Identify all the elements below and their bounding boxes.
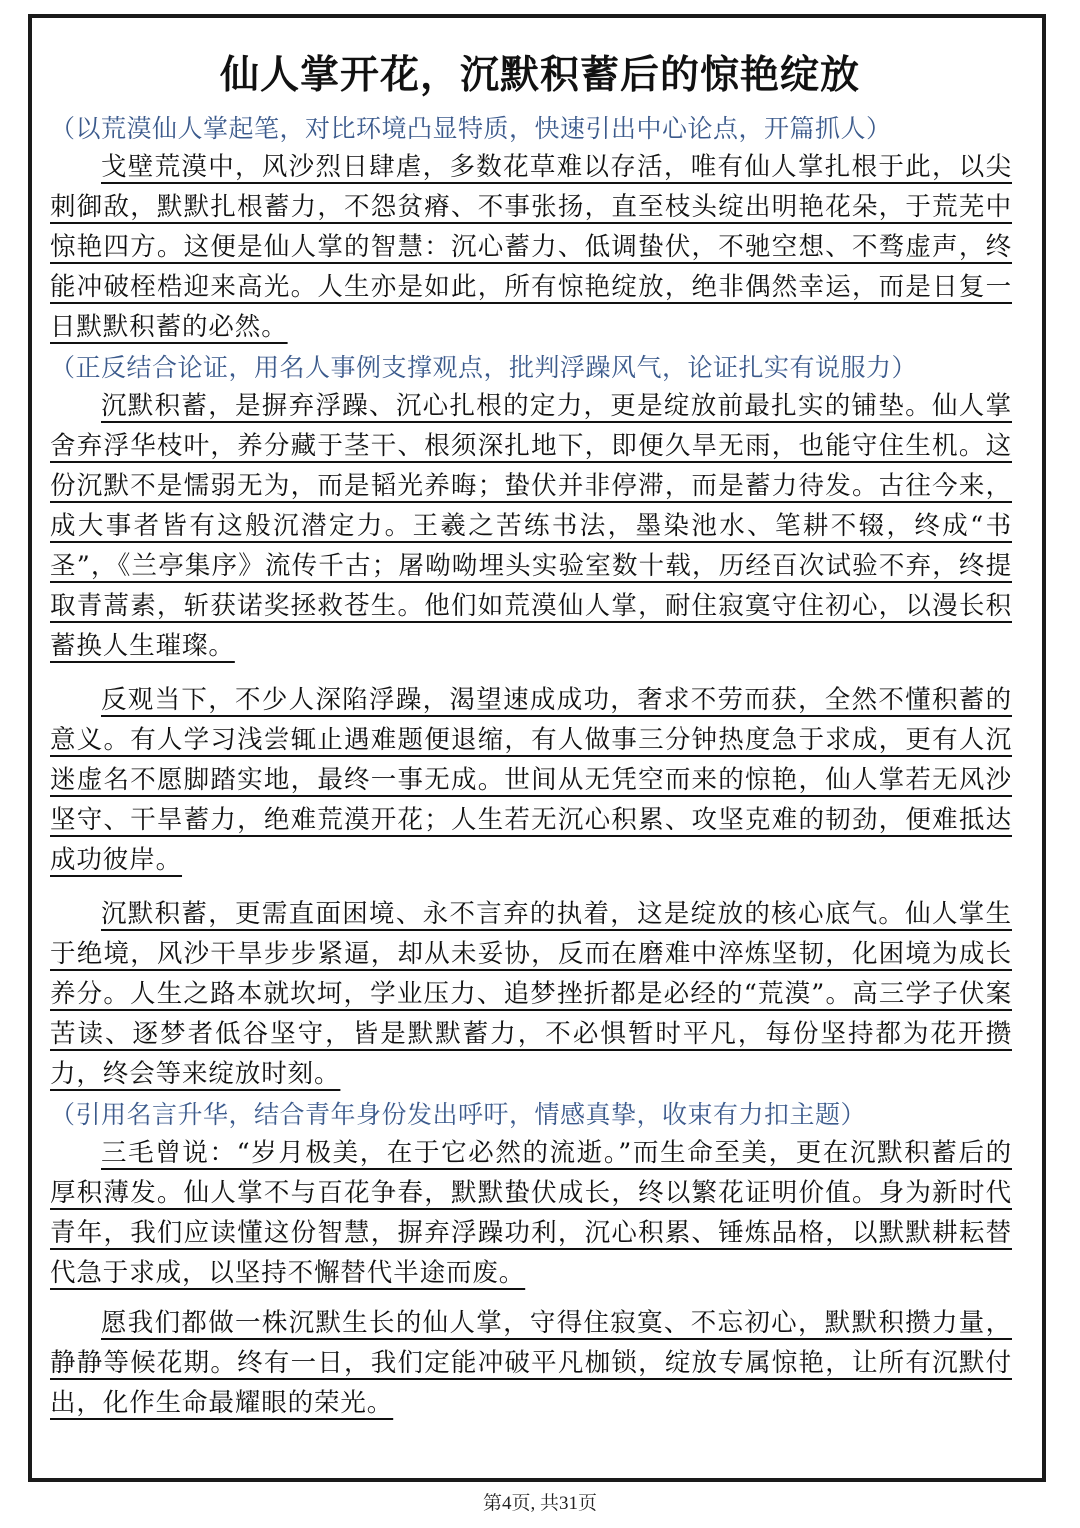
body-paragraph: 三毛曾说：“岁月极美，在于它必然的流逝。”而生命至美，更在沉默积蓄后的厚积薄发。仙人掌不与百花争春，默默蛰伏成长，终以繁花证明价值。身为新时代青年，我们应读懂这份智慧，摒弃浮躁功利，沉心积累、锤炼品格，以默默耕耘替代急于求成，以坚持不懈替代半途而废。 xyxy=(50,1138,1012,1288)
body-paragraph: 戈壁荒漠中，风沙烈日肆虐，多数花草难以存活，唯有仙人掌扎根于此，以尖刺御敌，默默扎根蓄力，不怨贫瘠、不事张扬，直至枝头绽出明艳花朵，于荒芜中惊艳四方。这便是仙人掌的智慧：沉心蓄力、低调蛰伏，不驰空想、不骛虚声，终能冲破桎梏迎来高光。人生亦是如此，所有惊艳绽放，绝非偶然幸运，而是日复一日默默积蓄的必然。 xyxy=(50,152,1012,342)
body-paragraph: 沉默积蓄，更需直面困境、永不言弃的执着，这是绽放的核心底气。仙人掌生于绝境，风沙干旱步步紧逼，却从未妥协，反而在磨难中淬炼坚韧，化困境为成长养分。人生之路本就坎坷，学业压力、追梦挫折都是必经的“荒漠”。高三学子伏案苦读、逐梦者低谷坚守，皆是默默蓄力，不必惧暂时平凡，每份坚持都为花开攒力，终会等来绽放时刻。 xyxy=(50,899,1012,1089)
page-title: 仙人掌开花，沉默积蓄后的惊艳绽放 xyxy=(219,53,860,98)
body-paragraph: 愿我们都做一株沉默生长的仙人掌，守得住寂寞、不忘初心，默默积攒力量，静静等候花期。终有一日，我们定能冲破平凡枷锁，绽放专属惊艳，让所有沉默付出，化作生命最耀眼的荣光。 xyxy=(50,1308,1012,1418)
annotation-note: （以荒漠仙人掌起笔，对比环境凸显特质，快速引出中心论点，开篇抓人） xyxy=(50,114,892,143)
annotation-note: （引用名言升华，结合青年身份发出呼吁，情感真挚，收束有力扣主题） xyxy=(50,1100,867,1129)
essay-body xyxy=(50,110,1012,1423)
page-number: 第4页, 共31页 xyxy=(482,1493,597,1514)
annotation-note: （正反结合论证，用名人事例支撑观点，批判浮躁风气，论证扎实有说服力） xyxy=(50,353,918,382)
body-paragraph: 反观当下，不少人深陷浮躁，渴望速成成功，奢求不劳而获，全然不懂积蓄的意义。有人学习浅尝辄止遇难题便退缩，有人做事三分钟热度急于求成，更有人沉迷虚名不愿脚踏实地，最终一事无成。世间从无凭空而来的惊艳，仙人掌若无风沙坚守、干旱蓄力，绝难荒漠开花；人生若无沉心积累、攻坚克难的韧劲，便难抵达成功彼岸。 xyxy=(50,685,1012,875)
body-paragraph: 沉默积蓄，是摒弃浮躁、沉心扎根的定力，更是绽放前最扎实的铺垫。仙人掌舍弃浮华枝叶，养分藏于茎干、根须深扎地下，即便久旱无雨，也能守住生机。这份沉默不是懦弱无为，而是韬光养晦；蛰伏并非停滞，而是蓄力待发。古往今来，成大事者皆有这般沉潜定力。王羲之苦练书法，墨染池水、笔耕不辍，终成“书圣”，《兰亭集序》流传千古；屠呦呦埋头实验室数十载，历经百次试验不弃，终提取青蒿素，斩获诺奖拯救苍生。他们如荒漠仙人掌，耐住寂寞守住初心，以漫长积蓄换人生璀璨。 xyxy=(50,391,1012,661)
